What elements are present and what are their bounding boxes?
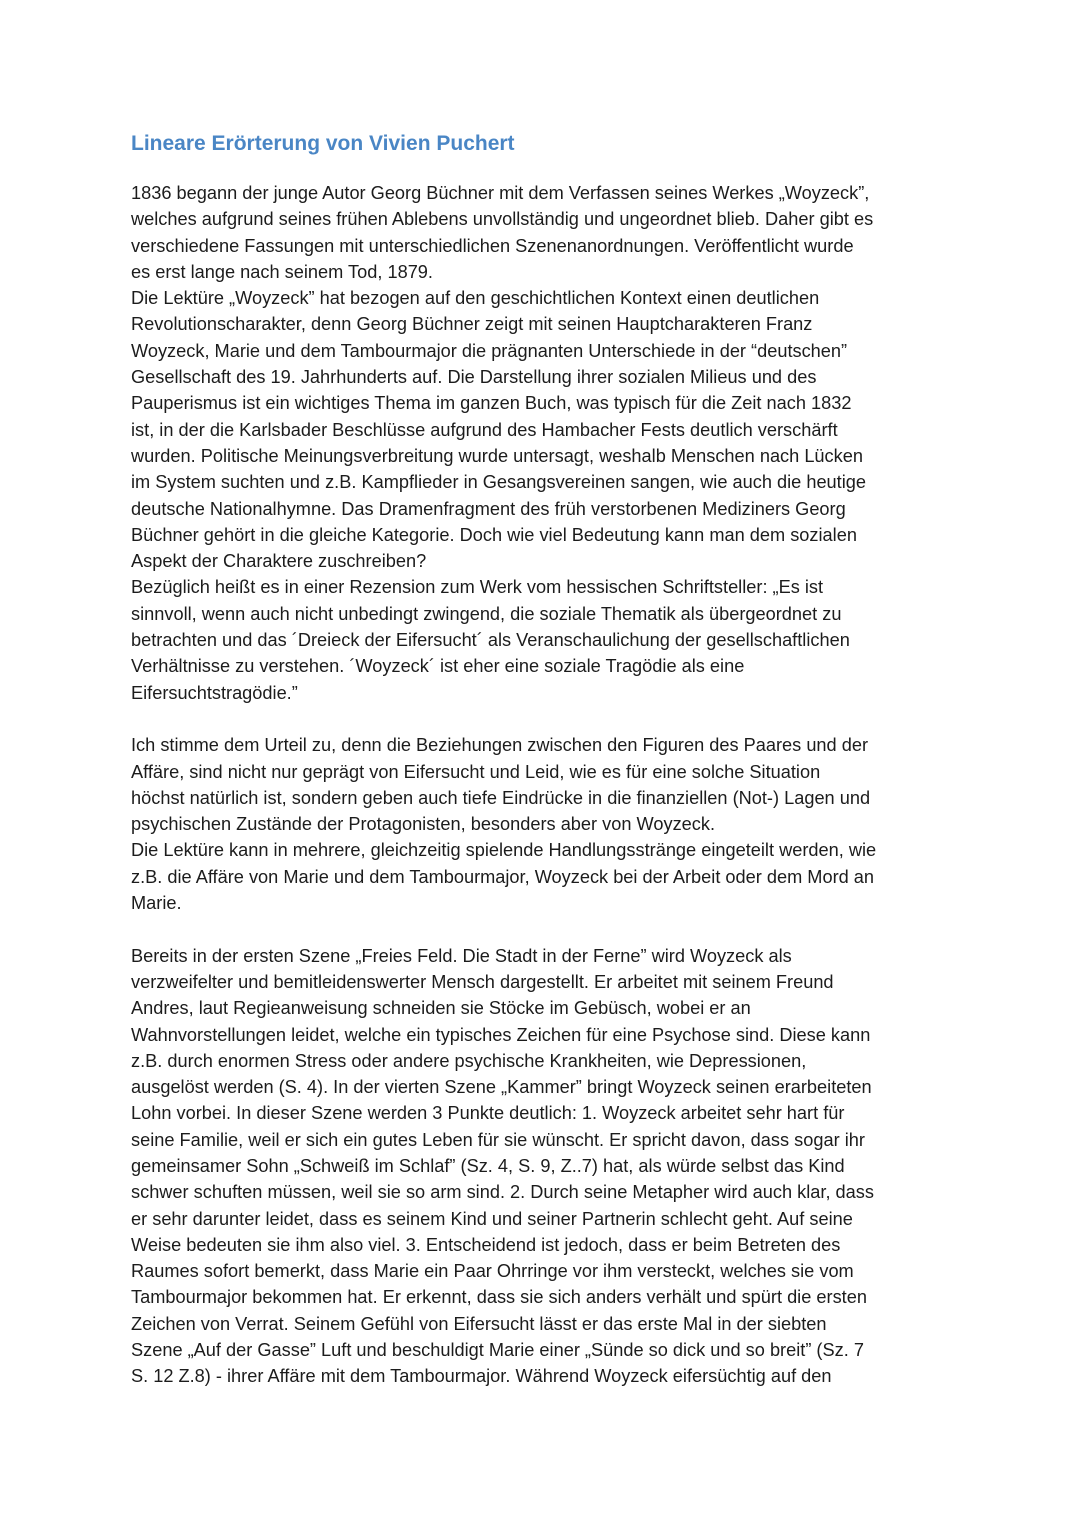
document-page xyxy=(131,128,961,1390)
text-line: verschiedene Fassungen mit unterschiedlichen Szenenanordnungen. Veröffentlicht wurde xyxy=(131,235,854,256)
text-line: S. 12 Z.8) - ihrer Affäre mit dem Tambourmajor. Während Woyzeck eifersüchtig auf den xyxy=(131,1366,832,1387)
text-line: Bereits in der ersten Szene „Freies Feld. Die Stadt in der Ferne” wird Woyzeck als xyxy=(131,945,792,966)
text-line: ist, in der die Karlsbader Beschlüsse aufgrund des Hambacher Fests deutlich verschärft xyxy=(131,419,838,440)
text-line: sinnvoll, wenn auch nicht unbedingt zwingend, die soziale Thematik als übergeordnet zu xyxy=(131,603,842,624)
text-line: Affäre, sind nicht nur geprägt von Eifersucht und Leid, wie es für eine solche Situation xyxy=(131,761,821,782)
text-line: Weise bedeuten sie ihm also viel. 3. Entscheidend ist jedoch, dass er beim Betreten des xyxy=(131,1234,841,1255)
text-line: Revolutionscharakter, denn Georg Büchner zeigt mit seinen Hauptcharakteren Franz xyxy=(131,314,813,335)
document-title: Lineare Erörterung von Vivien Puchert xyxy=(131,132,515,155)
text-line: Eifersuchtstragödie.” xyxy=(131,682,298,703)
text-line: betrachten und das ´Dreieck der Eifersucht´ als Veranschaulichung der gesellschaftlichen xyxy=(131,630,850,651)
text-line: ausgelöst werden (S. 4). In der vierten Szene „Kammer” bringt Woyzeck seinen erarbeiteten xyxy=(131,1077,872,1098)
text-line: Andres, laut Regieanweisung schneiden sie Stöcke im Gebüsch, wobei er an xyxy=(131,998,751,1019)
document-body xyxy=(131,180,961,1390)
text-line: welches aufgrund seines frühen Ablebens unvollständig und ungeordnet blieb. Daher gibt es xyxy=(131,209,874,230)
text-line: höchst natürlich ist, sondern geben auch tiefe Eindrücke in die finanziellen (Not-) Lagen und xyxy=(131,787,871,808)
text-line: Die Lektüre kann in mehrere, gleichzeitig spielende Handlungsstränge eingeteilt werden, wie xyxy=(131,840,877,861)
text-line: gemeinsamer Sohn „Schweiß im Schlaf” (Sz. 4, S. 9, Z..7) hat, als würde selbst das Kind xyxy=(131,1155,845,1176)
text-line: schwer schuften müssen, weil sie so arm sind. 2. Durch seine Metapher wird auch klar, dass xyxy=(131,1182,874,1203)
paragraph-gap xyxy=(131,706,961,732)
text-line: Woyzeck, Marie und dem Tambourmajor die prägnanten Unterschiede in der “deutschen” xyxy=(131,340,848,361)
text-line: verzweifelter und bemitleidenswerter Mensch dargestellt. Er arbeitet mit seinem Freund xyxy=(131,971,834,992)
text-line: Die Lektüre „Woyzeck” hat bezogen auf den geschichtlichen Kontext einen deutlichen xyxy=(131,288,820,309)
text-line: Wahnvorstellungen leidet, welche ein typisches Zeichen für eine Psychose sind. Diese kann xyxy=(131,1024,871,1045)
text-line: Bezüglich heißt es in einer Rezension zum Werk vom hessischen Schriftsteller: „Es ist xyxy=(131,577,824,598)
text-line: z.B. durch enormen Stress oder andere psychische Krankheiten, wie Depressionen, xyxy=(131,1050,807,1071)
text-line: er sehr darunter leidet, dass es seinem Kind und seiner Partnerin schlecht geht. Auf seine xyxy=(131,1208,853,1229)
text-line: wurden. Politische Meinungsverbreitung wurde untersagt, weshalb Menschen nach Lücken xyxy=(131,445,863,466)
text-line: im System suchten und z.B. Kampflieder in Gesangsvereinen sangen, wie auch die heutige xyxy=(131,472,866,493)
text-line: Aspekt der Charaktere zuschreiben? xyxy=(131,551,427,572)
text-line: es erst lange nach seinem Tod, 1879. xyxy=(131,261,433,282)
text-line: psychischen Zustände der Protagonisten, besonders aber von Woyzeck. xyxy=(131,814,716,835)
text-line: Pauperismus ist ein wichtiges Thema im ganzen Buch, was typisch für die Zeit nach 1832 xyxy=(131,393,852,414)
text-line: deutsche Nationalhymne. Das Dramenfragment des früh verstorbenen Mediziners Georg xyxy=(131,498,846,519)
text-line: Büchner gehört in die gleiche Kategorie. Doch wie viel Bedeutung kann man dem sozialen xyxy=(131,524,857,545)
text-line: Ich stimme dem Urteil zu, denn die Beziehungen zwischen den Figuren des Paares und der xyxy=(131,735,869,756)
text-line: Verhältnisse zu verstehen. ´Woyzeck´ ist eher eine soziale Tragödie als eine xyxy=(131,656,745,677)
text-line: Tambourmajor bekommen hat. Er erkennt, dass sie sich anders verhält und spürt die ersten xyxy=(131,1287,867,1308)
text-line: Szene „Auf der Gasse” Luft und beschuldigt Marie einer „Sünde so dick und so breit” (Sz. 7 xyxy=(131,1340,864,1361)
paragraph-gap xyxy=(131,916,961,942)
text-line: Gesellschaft des 19. Jahrhunderts auf. Die Darstellung ihrer sozialen Milieus und des xyxy=(131,367,817,388)
text-line: z.B. die Affäre von Marie und dem Tambourmajor, Woyzeck bei der Arbeit oder dem Mord an xyxy=(131,866,875,887)
text-line: Marie. xyxy=(131,893,182,914)
text-line: seine Familie, weil er sich ein gutes Leben für sie wünscht. Er spricht davon, dass sogar ihr xyxy=(131,1129,865,1150)
text-line: Zeichen von Verrat. Seinem Gefühl von Eifersucht lässt er das erste Mal in der siebten xyxy=(131,1313,827,1334)
text-line: Lohn vorbei. In dieser Szene werden 3 Punkte deutlich: 1. Woyzeck arbeitet sehr hart für xyxy=(131,1103,845,1124)
text-line: 1836 begann der junge Autor Georg Büchner mit dem Verfassen seines Werkes „Woyzeck”, xyxy=(131,183,870,203)
text-line: Raumes sofort bemerkt, dass Marie ein Paar Ohrringe vor ihm versteckt, welches sie vom xyxy=(131,1261,854,1282)
